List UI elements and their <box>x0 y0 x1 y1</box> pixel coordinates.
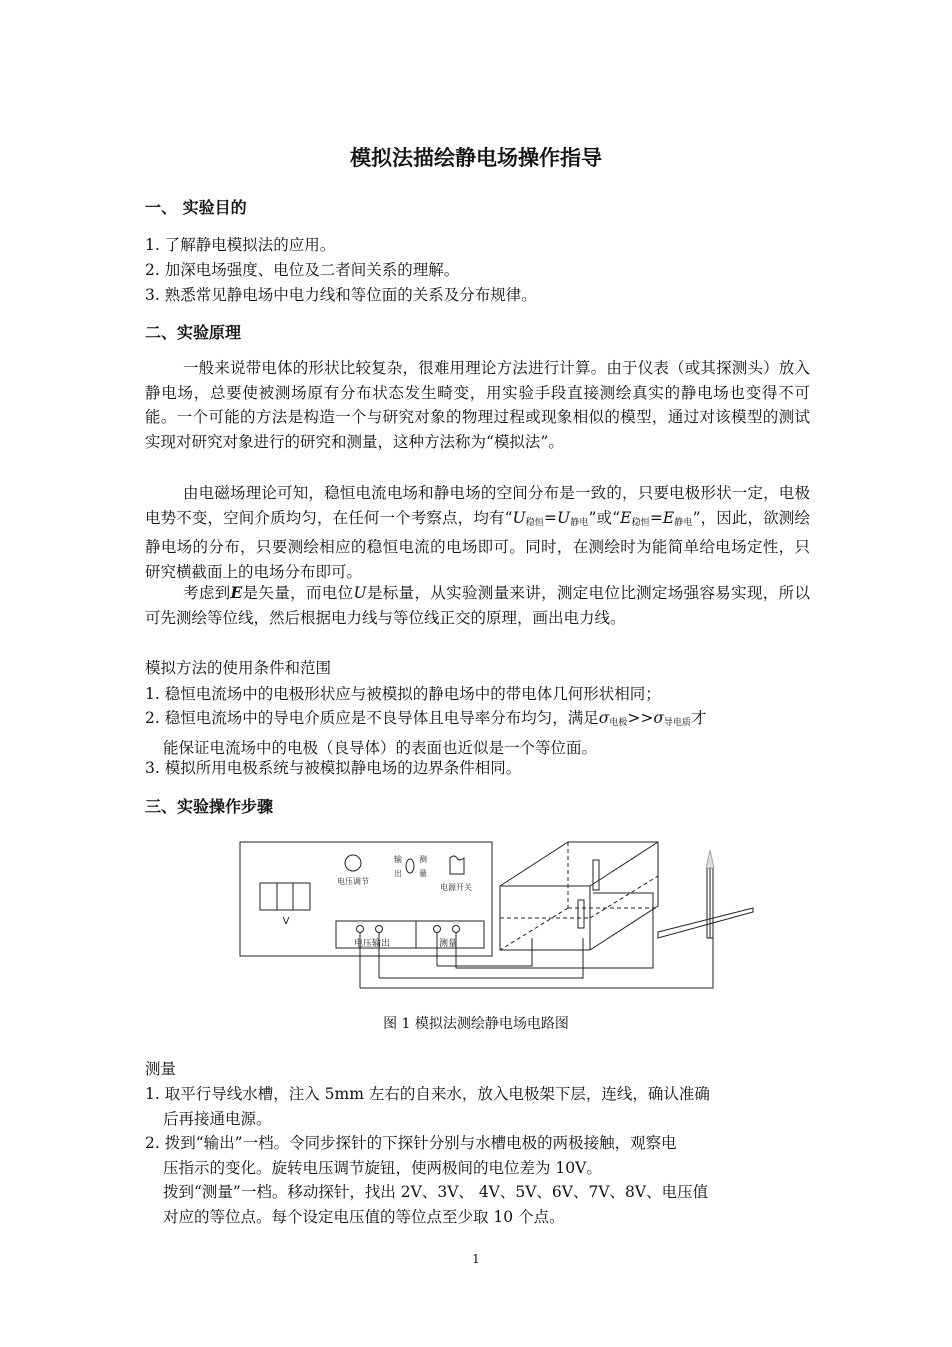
para2-quote-or: ”或“ <box>588 508 621 527</box>
electrode-left <box>593 860 599 890</box>
step1-line-a: 1. 取平行导线水槽，注入 5mm 左右的自来水，放入电极架下层，连线，确认准确 <box>145 1085 710 1103</box>
equals-sign: = <box>544 508 557 527</box>
symbol-u: U <box>512 508 526 527</box>
voltage-knob-icon <box>345 855 361 871</box>
condition-1: 1. 稳恒电流场中的电极形状应与被模拟的静电场中的带电体几何形状相同； <box>145 685 661 703</box>
condition-3: 3. 模拟所用电极系统与被模拟静电场的边界条件相同。 <box>145 759 522 777</box>
step2-line-b: 压指示的变化。旋转电压调节旋钮，使两极间的电位差为 10V。 <box>163 1158 602 1177</box>
cond2-text-b: 才 <box>690 709 707 727</box>
label-measure: 测量 <box>438 939 458 949</box>
step3-line-a: 拨到“测量”一档。移动探针，找出 2V、3V、 4V、5V、6V、7V、8V、电压值 <box>163 1183 709 1201</box>
step1-line-b: 后再接通电源。 <box>163 1109 272 1128</box>
page-title: 模拟法描绘静电场操作指导 <box>350 146 602 170</box>
power-switch-icon <box>450 856 464 874</box>
label-measure-2: 量 <box>419 869 427 878</box>
label-measure-1: 测 <box>419 855 427 864</box>
condition-2 <box>145 706 810 760</box>
purpose-item-2: 2. 加深电场强度、电位及二者间关系的理解。 <box>145 261 460 279</box>
sub-dianji: 电极 <box>609 718 628 728</box>
section-heading-steps: 三、实验操作步骤 <box>145 797 274 816</box>
page-number: 1 <box>472 1252 480 1266</box>
symbol-sigma-2: σ <box>653 709 664 727</box>
symbol-u-2: U <box>557 508 571 527</box>
principle-paragraph-2 <box>145 481 810 584</box>
symbol-e-2: E <box>662 508 675 527</box>
para3-text-a: 考虑到 <box>183 584 231 602</box>
section-heading-principle: 二、实验原理 <box>145 323 242 342</box>
purpose-item-3: 3. 熟悉常见静电场中电力线和等位面的关系及分布规律。 <box>145 286 537 304</box>
measure-step-1 <box>145 1082 810 1131</box>
probe-tip-icon <box>706 850 714 868</box>
symbol-e-bold: E <box>230 583 243 602</box>
para2-text-a: 由电磁场理论可知，稳恒电流电场和静电场的空间分布是一致的，只要电极形状一定，电极电势不变，空间介质均匀，在任何一个考察点，均有“ <box>145 484 810 527</box>
sub-jingdian-2: 静电 <box>674 517 693 528</box>
step3-line-b: 对应的等位点。每个设定电压值的等位点至少取 10 个点。 <box>163 1207 565 1226</box>
voltmeter-display <box>260 883 310 910</box>
measure-step-3 <box>163 1180 810 1229</box>
section-heading-purpose: 一、 实验目的 <box>145 198 247 217</box>
step2-line-a: 2. 拨到“输出”一档。令同步探针的下探针分别与水槽电极的两极接触，观察电 <box>145 1134 677 1152</box>
principle-paragraph-3 <box>145 581 810 630</box>
label-power-switch: 电源开关 <box>440 883 472 892</box>
label-voltage-adjust: 电压调节 <box>337 877 369 886</box>
cond2-text-a: 2. 稳恒电流场中的导电介质应是不良导体且电导率分布均匀，满足 <box>145 709 599 727</box>
label-output-2: 出 <box>394 869 402 878</box>
symbol-sigma: σ <box>598 709 610 727</box>
symbol-e: E <box>620 508 632 527</box>
electrode-right <box>578 900 584 928</box>
label-output-1: 输 <box>394 855 402 864</box>
para2-text-b: ”，因此，欲测绘静电场的分布，只要测绘相应的稳恒电流的电场即可。同时，在测绘时为能简单给电场定性，只研究横截面上的电场分布即可。 <box>145 508 810 581</box>
switch-toggle-icon <box>406 859 414 873</box>
cond2-continuation: 能保证电流场中的电极（良导体）的表面也近似是一个等位面。 <box>163 738 598 757</box>
conditions-heading: 模拟方法的使用条件和范围 <box>145 659 332 677</box>
purpose-item-1: 1. 了解静电模拟法的应用。 <box>145 236 336 254</box>
sub-daodian: 导电质 <box>663 718 691 728</box>
para3-text-c: 是标量，从实验测量来讲，测定电位比测定场强容易实现，所以可先测绘等位线，然后根据电力线与等位线正交的原理，画出电力线。 <box>145 584 810 627</box>
sub-wenheng: 稳恒 <box>525 517 544 528</box>
measure-step-2 <box>145 1131 810 1180</box>
label-volt: V <box>282 916 290 927</box>
equals-sign-2: = <box>649 508 663 527</box>
water-tank <box>500 842 658 950</box>
principle-paragraph-1: 一般来说带电体的形状比较复杂，很难用理论方法进行计算。由于仪表（或其探测头）放入静电场，总要使被测场原有分布状态发生畸变，用实验手段直接测绘真实的静电场也变得不可能。一个可能的方法是构造一个与研究对象的物理过程或现象相似的模型，通过对该模型的测试实现对研究对象进行的研究和测量，这种方法称为“模拟法”。 <box>145 359 810 451</box>
sub-jingdian: 静电 <box>570 517 589 528</box>
para3-text-b: 是矢量，而电位 <box>242 584 354 602</box>
measure-heading: 测量 <box>145 1060 177 1078</box>
label-voltage-output: 电压输出 <box>353 939 391 949</box>
symbol-u-italic: U <box>353 584 367 602</box>
much-greater: >> <box>627 709 654 727</box>
figure-caption: 图 1 模拟法测绘静电场电路图 <box>383 1016 569 1032</box>
circuit-diagram <box>238 838 758 998</box>
sub-wenheng-2: 稳恒 <box>631 517 650 528</box>
